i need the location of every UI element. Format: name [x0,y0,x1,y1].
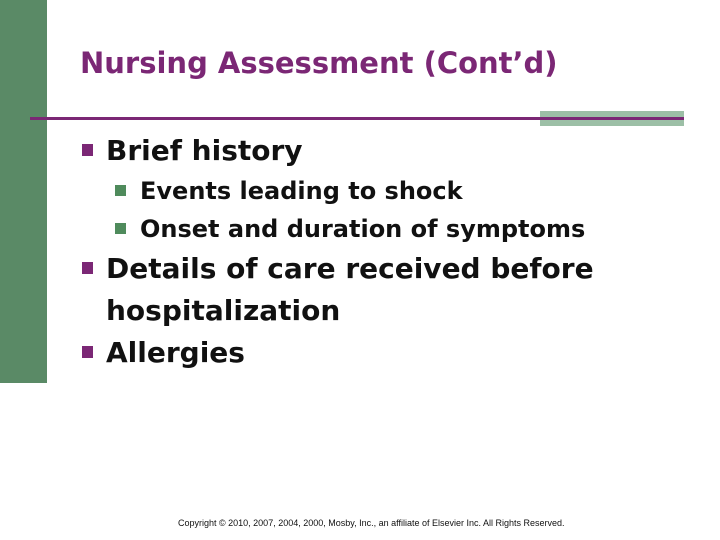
slide-title: Nursing Assessment (Cont’d) [80,46,558,80]
square-bullet-icon [115,185,126,196]
bullet-text: Brief history [106,134,303,167]
bullet-continuation [80,290,700,332]
bullet-continuation-text: hospitalization [106,294,341,327]
square-bullet-icon [82,262,93,274]
square-bullet-icon [82,346,93,358]
bullet-text: Details of care received before [106,252,594,285]
bullet-list [80,130,700,374]
divider-accent-line [540,117,684,120]
side-accent-bar [0,0,47,383]
bullet-item [80,248,700,290]
square-bullet-icon [115,223,126,234]
sub-bullet-item [80,210,700,248]
bullet-item [80,332,700,374]
bullet-item [80,130,700,172]
sub-bullet-item [80,172,700,210]
sub-bullet-text: Events leading to shock [140,177,463,205]
square-bullet-icon [82,144,93,156]
sub-bullet-text: Onset and duration of symptoms [140,215,586,243]
copyright-notice: Copyright © 2010, 2007, 2004, 2000, Mosby, Inc., an affiliate of Elsevier Inc. All Rights Reserved. [178,518,565,528]
bullet-text: Allergies [106,336,245,369]
